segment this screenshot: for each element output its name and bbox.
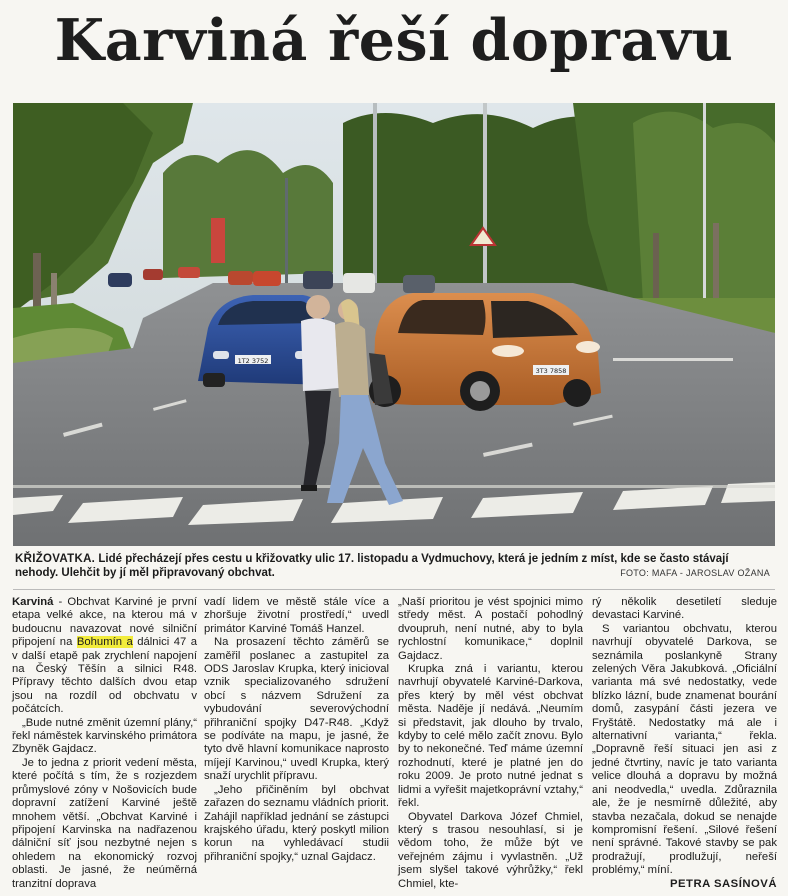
article-column-4 [592,596,777,891]
dateline-place: Karviná [12,596,54,608]
highlighted-text: Bohumín a [76,636,133,649]
orange-car [369,293,601,411]
orange-car-plate: 3T3 7858 [535,367,567,375]
photo-illustration [13,103,775,546]
caption-lead: KŘIŽOVATKA. [15,553,96,565]
caption-divider [13,589,775,590]
paragraph: Obyvatel Darkova Józef Chmiel, který s trasou nesouhlasí, si je vědom toho, že může být ve veřejném zájmu i vyvlastněn. „Už jsem slyšel takové výhrůžky,“ řekl Chmiel, kte- [398,810,583,890]
paragraph: vadí lidem ve městě stále více a zhoršuje životní prostředí,“ uvedl primátor Karviné Tomáš Hanzel. [204,596,389,635]
article-column-1 [12,596,197,891]
paragraph: Krupka zná i variantu, kterou navrhují obyvatelé Karviné-Darkova, přes který by měl vést obchvat města. Naděje jí nedává. „Neumím si představit, jak dlouho by trvalo, kdyby to celé mělo začít znovu. Bylo by to nekonečné. Teď máme územní rozhodnutí, které je platné jen do roku 2009. Je proto nutné jednat s lidmi a vyřešit majetkoprávní vztahy,“ řekl. [398,663,583,810]
article-body [12,596,776,892]
caption-text: Lidé přecházejí přes cestu u křižovatky ulic 17. listopadu a Vydmuchovy, která je jedním z míst, kde se často stávají nehody. Ulehčit by jí měl připravovaný obchvat. [15,553,729,579]
paragraph-text: - Obchvat Karviné je první etapa velké akce, na kterou má v budoucnu navazovat nové silniční připojení na [12,596,197,649]
paragraph: „Jeho přičiněním byl obchvat zařazen do seznamu vládních priorit. Zahájil například jednání se zástupci krajského úřadu, který poskytl milion korun na vyhledávací studii přihraniční spojky,“ uznal Gajdacz. [204,783,389,863]
author-byline: PETRA SASÍNOVÁ [669,877,777,890]
blue-car-plate: 1T2 3752 [237,357,269,365]
paragraph [12,596,197,717]
article-column-2 [204,596,389,864]
paragraph: Na prosazení těchto záměrů se zaměřil poslanec a zastupitel za ODS Jaroslav Krupka, který inicioval vznik specializovaného sdružení obcí s názvem Sdružení za vybudování severovýchodní přihraniční spojky D47-R48. „Když se podíváte na mapu, je jasné, že tyto dvě hlavní komunikace naprosto míjejí Karvinou,“ uvedl Krupka, který snaží urychlit přípravu. [204,636,389,783]
paragraph: rý několik desetiletí sleduje devastaci Karviné. [592,596,777,622]
headline: Karviná řeší dopravu [54,7,734,74]
paragraph: „Naší prioritou je vést spojnici mimo středy měst. A postačí pohodlný dvoupruh, není nutné, aby to byla rychlostní komunikace,“ doplnil Gajdacz. [398,596,583,662]
paragraph: Je to jedna z priorit vedení města, které počítá s tím, že s rozjezdem průmyslové zóny v Nošovicích bude dopravní zatížení Karviné ještě mnohem větší. „Obchvat Karviné i připojení Karvinska na nadřazenou dálniční síť jsou nezbytné nejen s ohledem na ekonomický rozvoj oblasti. Je jasné, že neúměrná tranzitní doprava [12,756,197,890]
article-column-3 [398,596,583,891]
paragraph: S variantou obchvatu, kterou navrhují obyvatelé Darkova, se seznámila poslankyně Strany zelených Věra Jakubková. „Oficiální varianta má své nedostatky, vede blízko lázní, bude znamenat bourání domů, zasypání části jezera ve Fryštátě. Nedostatky má ale i alternativní varianta,“ řekla. „Dopravně řeší situaci jen asi z jedné čtvrtiny, navíc je tato varianta velice dlouhá a dopravu by možná ani neodvedla,“ uvedla. Zdůraznila ale, že je nesmírně důležité, aby stavba nezačala, dokud se nenajde kompromisní řešení. „Silové řešení není správné. Takové stavby se pak prodražují, prodlužují, neřeší problémy,“ míní. [592,622,777,877]
street-crossing-photo [13,103,775,546]
paragraph-text: dálnici 47 a v další etapě pak zrychlení napojení na Český Těšín a silnici R48. Přípravy těchto dalších dvou etap jsou na rozdíl od obchvatu v počátcích. [12,636,197,716]
photo-credit: FOTO: MAFA - JAROSLAV OŽANA [620,568,770,578]
paragraph: „Bude nutné změnit územní plány,“ řekl náměstek karvinského primátora Zbyněk Gajdacz. [12,716,197,756]
